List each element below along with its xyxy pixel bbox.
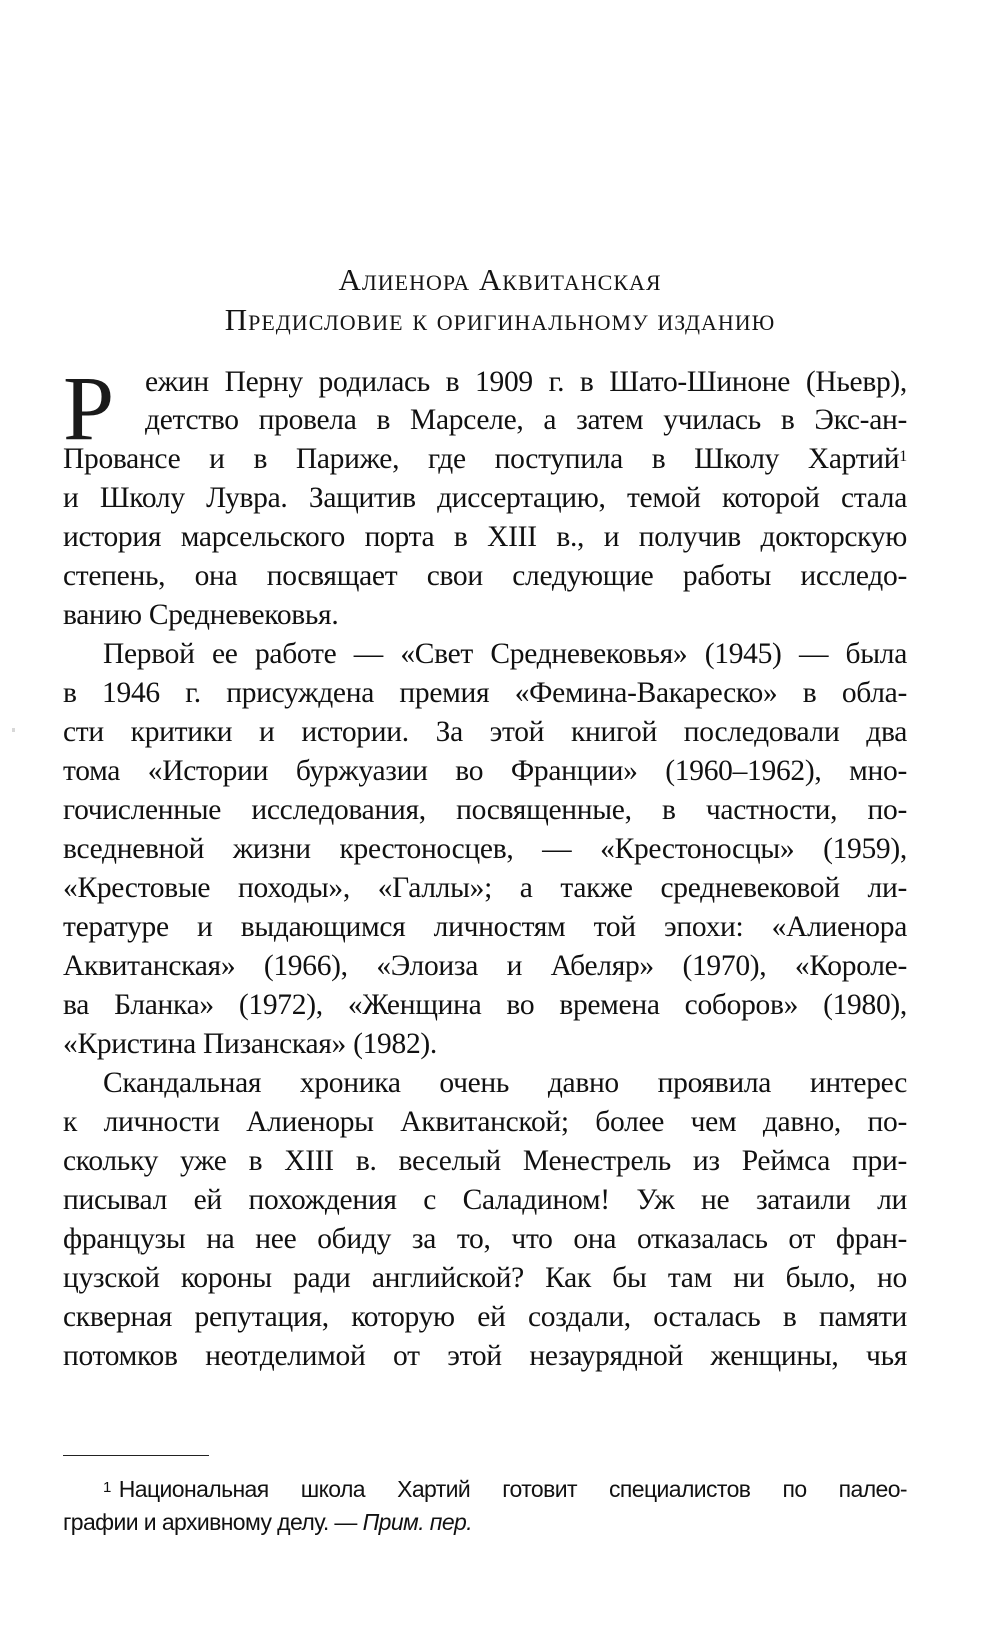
text-line: скольку уже в XIII в. веселый Менестрель из Реймса при-: [63, 1145, 907, 1177]
text-line: ванию Средневековья.: [63, 599, 339, 631]
text-line: степень, она посвящает свои следующие работы исследо-: [63, 560, 907, 592]
text-line: скверная репутация, которую ей создали, осталась в памяти: [63, 1301, 907, 1333]
text-line: в 1946 г. присуждена премия «Фемина-Вакареско» в обла-: [63, 677, 907, 709]
translator-note: Прим. пер.: [362, 1509, 473, 1535]
footnote-text: графии и архивному делу. —: [63, 1509, 363, 1535]
text-line: тома «Истории буржуазии во Франции» (1960–1962), мно-: [63, 755, 907, 787]
text-line: ва Бланка» (1972), «Женщина во времена соборов» (1980),: [63, 989, 907, 1021]
text-line: цузской короны ради английской? Как бы там ни было, но: [63, 1262, 907, 1294]
text-line: «Кристина Пизанская» (1982).: [63, 1028, 438, 1060]
footnote-reference[interactable]: 1: [899, 448, 907, 465]
scan-speck: [12, 728, 15, 732]
drop-cap-letter: Р: [63, 357, 115, 459]
text-line: французы на нее обиду за то, что она отказалась от фран-: [63, 1223, 907, 1255]
text-line: потомков неотделимой от этой незаурядной женщины, чья: [63, 1340, 907, 1372]
footnote-text: Национальная школа Хартий готовит специалистов по палео-: [118, 1476, 907, 1502]
text-line: Скандальная хроника очень давно проявила интерес: [103, 1067, 907, 1099]
text-line: вседневной жизни крестоносцев, — «Крестоносцы» (1959),: [63, 833, 907, 865]
footnote-line: [63, 1505, 472, 1539]
text-line: Первой ее работе — «Свет Средневековья» (1945) — была: [103, 638, 907, 670]
footnote-line: [103, 1472, 907, 1506]
text-line: ежин Перну родилась в 1909 г. в Шато-Шиноне (Ньевр),: [145, 366, 907, 398]
text-line: гочисленные исследования, посвященные, в частности, по-: [63, 794, 907, 826]
chapter-title: Алиенора Аквитанская: [338, 262, 662, 297]
text-line: тературе и выдающимся личностям той эпохи: «Алиенора: [63, 911, 907, 943]
footnote-number: 1: [103, 1479, 111, 1496]
text-line: история марсельского порта в XIII в., и получив докторскую: [63, 521, 907, 553]
text-line: детство провела в Марселе, а затем училась в Экс-ан-: [145, 404, 907, 436]
text-line: писывал ей похождения с Саладином! Уж не затаили ли: [63, 1184, 907, 1216]
text-line: «Крестовые походы», «Галлы»; а также средневековой ли-: [63, 872, 907, 904]
text-line: к личности Алиеноры Аквитанской; более чем давно, по-: [63, 1106, 907, 1138]
text-line-content: Провансе и в Париже, где поступила в Школу Хартий: [63, 443, 900, 475]
text-line: [63, 439, 907, 479]
text-line: и Школу Лувра. Защитив диссертацию, темой которой стала: [63, 482, 907, 514]
footnote-divider: [63, 1455, 209, 1456]
chapter-subtitle: Предисловие к оригинальному изданию: [224, 302, 776, 337]
text-line: сти критики и истории. За этой книгой последовали два: [63, 716, 907, 748]
text-line: Аквитанская» (1966), «Элоиза и Абеляр» (1970), «Короле-: [63, 950, 907, 982]
